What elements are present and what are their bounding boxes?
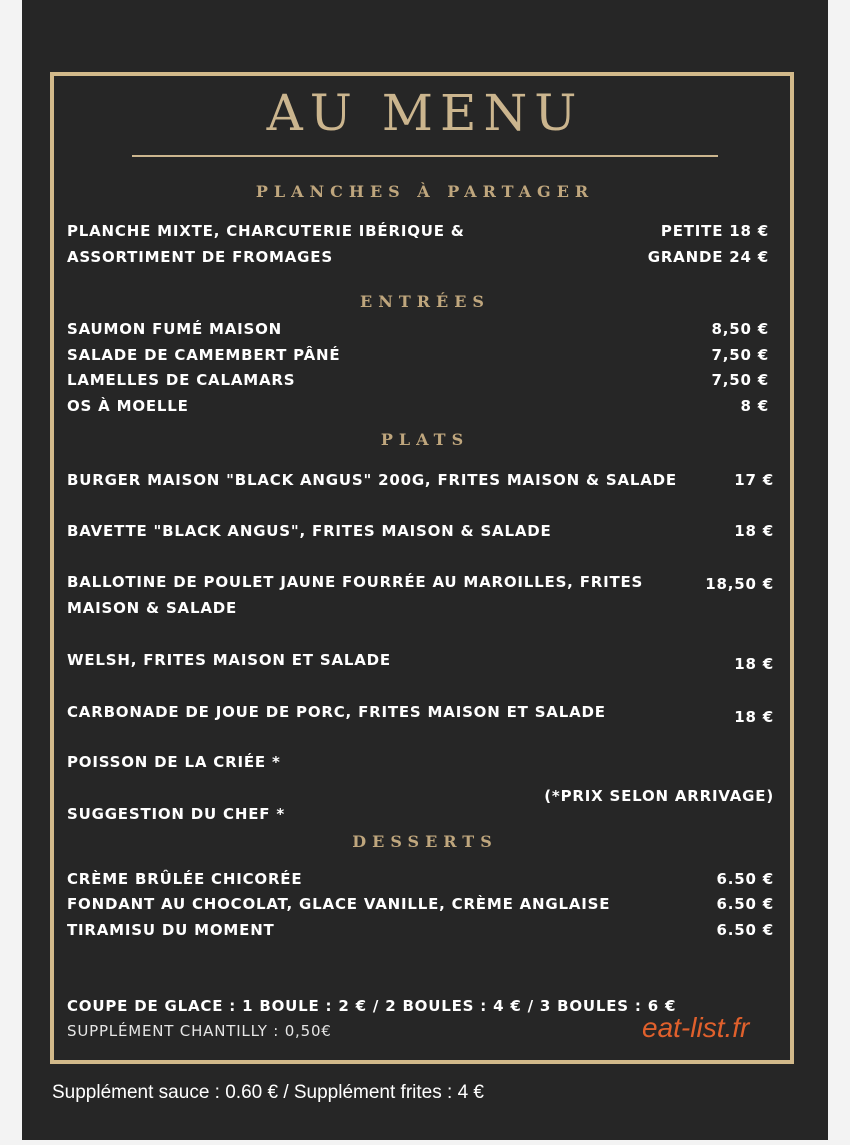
plats-note: (*PRIX SELON ARRIVAGE) [544, 787, 774, 805]
dessert-item: TIRAMISU DU MOMENT [67, 921, 275, 939]
planche-price-large: GRANDE 24 € [647, 248, 769, 266]
plat-price: 18 € [734, 655, 774, 673]
plat-price: 18 € [734, 708, 774, 726]
entree-price: 8 € [740, 397, 769, 415]
plat-item: POISSON DE LA CRIÉE * [67, 753, 281, 771]
dessert-price: 6.50 € [716, 895, 774, 913]
entree-item: SALADE DE CAMEMBERT PÂNÉ [67, 346, 341, 364]
plat-item: CARBONADE DE JOUE DE PORC, FRITES MAISON ET SALADE [67, 703, 606, 721]
entree-price: 7,50 € [711, 346, 769, 364]
chantilly-line: SUPPLÉMENT CHANTILLY : 0,50€ [67, 1022, 332, 1040]
section-desserts: DESSERTS [352, 832, 498, 851]
planche-price-small: PETITE 18 € [660, 222, 769, 240]
entree-item: SAUMON FUMÉ MAISON [67, 320, 283, 338]
menu-title: AU MENU [266, 84, 584, 142]
ice-cream-line: COUPE DE GLACE : 1 BOULE : 2 € / 2 BOULES : 4 € / 3 BOULES : 6 € [67, 997, 677, 1015]
plat-price: 18,50 € [705, 575, 774, 593]
dessert-item: CRÈME BRÛLÉE CHICORÉE [67, 870, 303, 888]
footer-supplements: Supplément sauce : 0.60 € / Supplément frites : 4 € [52, 1082, 484, 1103]
plat-item: WELSH, FRITES MAISON ET SALADE [67, 651, 391, 669]
planche-line-2: ASSORTIMENT DE FROMAGES [67, 248, 333, 266]
entree-price: 8,50 € [711, 320, 769, 338]
section-plats: PLATS [380, 430, 470, 449]
entree-price: 7,50 € [711, 371, 769, 389]
planche-line-1: PLANCHE MIXTE, CHARCUTERIE IBÉRIQUE & [67, 222, 465, 240]
plat-price: 17 € [734, 471, 774, 489]
entree-item: LAMELLES DE CALAMARS [67, 371, 296, 389]
dessert-item: FONDANT AU CHOCOLAT, GLACE VANILLE, CRÈME ANGLAISE [67, 895, 611, 913]
dessert-price: 6.50 € [716, 870, 774, 888]
plat-item: BALLOTINE DE POULET JAUNE FOURRÉE AU MAROILLES, FRITES [67, 573, 644, 591]
plat-item: BURGER MAISON "BLACK ANGUS" 200G, FRITES MAISON & SALADE [67, 471, 677, 489]
entree-item: OS À MOELLE [67, 397, 189, 415]
section-planches: PLANCHES À PARTAGER [255, 182, 595, 201]
plat-item: SUGGESTION DU CHEF * [67, 805, 285, 823]
plat-price: 18 € [734, 522, 774, 540]
title-divider [132, 155, 718, 157]
plat-item: BAVETTE "BLACK ANGUS", FRITES MAISON & SALADE [67, 522, 552, 540]
dessert-price: 6.50 € [716, 921, 774, 939]
plat-item-line-2: MAISON & SALADE [67, 599, 238, 617]
section-entrees: ENTRÉES [360, 292, 490, 311]
watermark: eat-list.fr [642, 1012, 750, 1043]
